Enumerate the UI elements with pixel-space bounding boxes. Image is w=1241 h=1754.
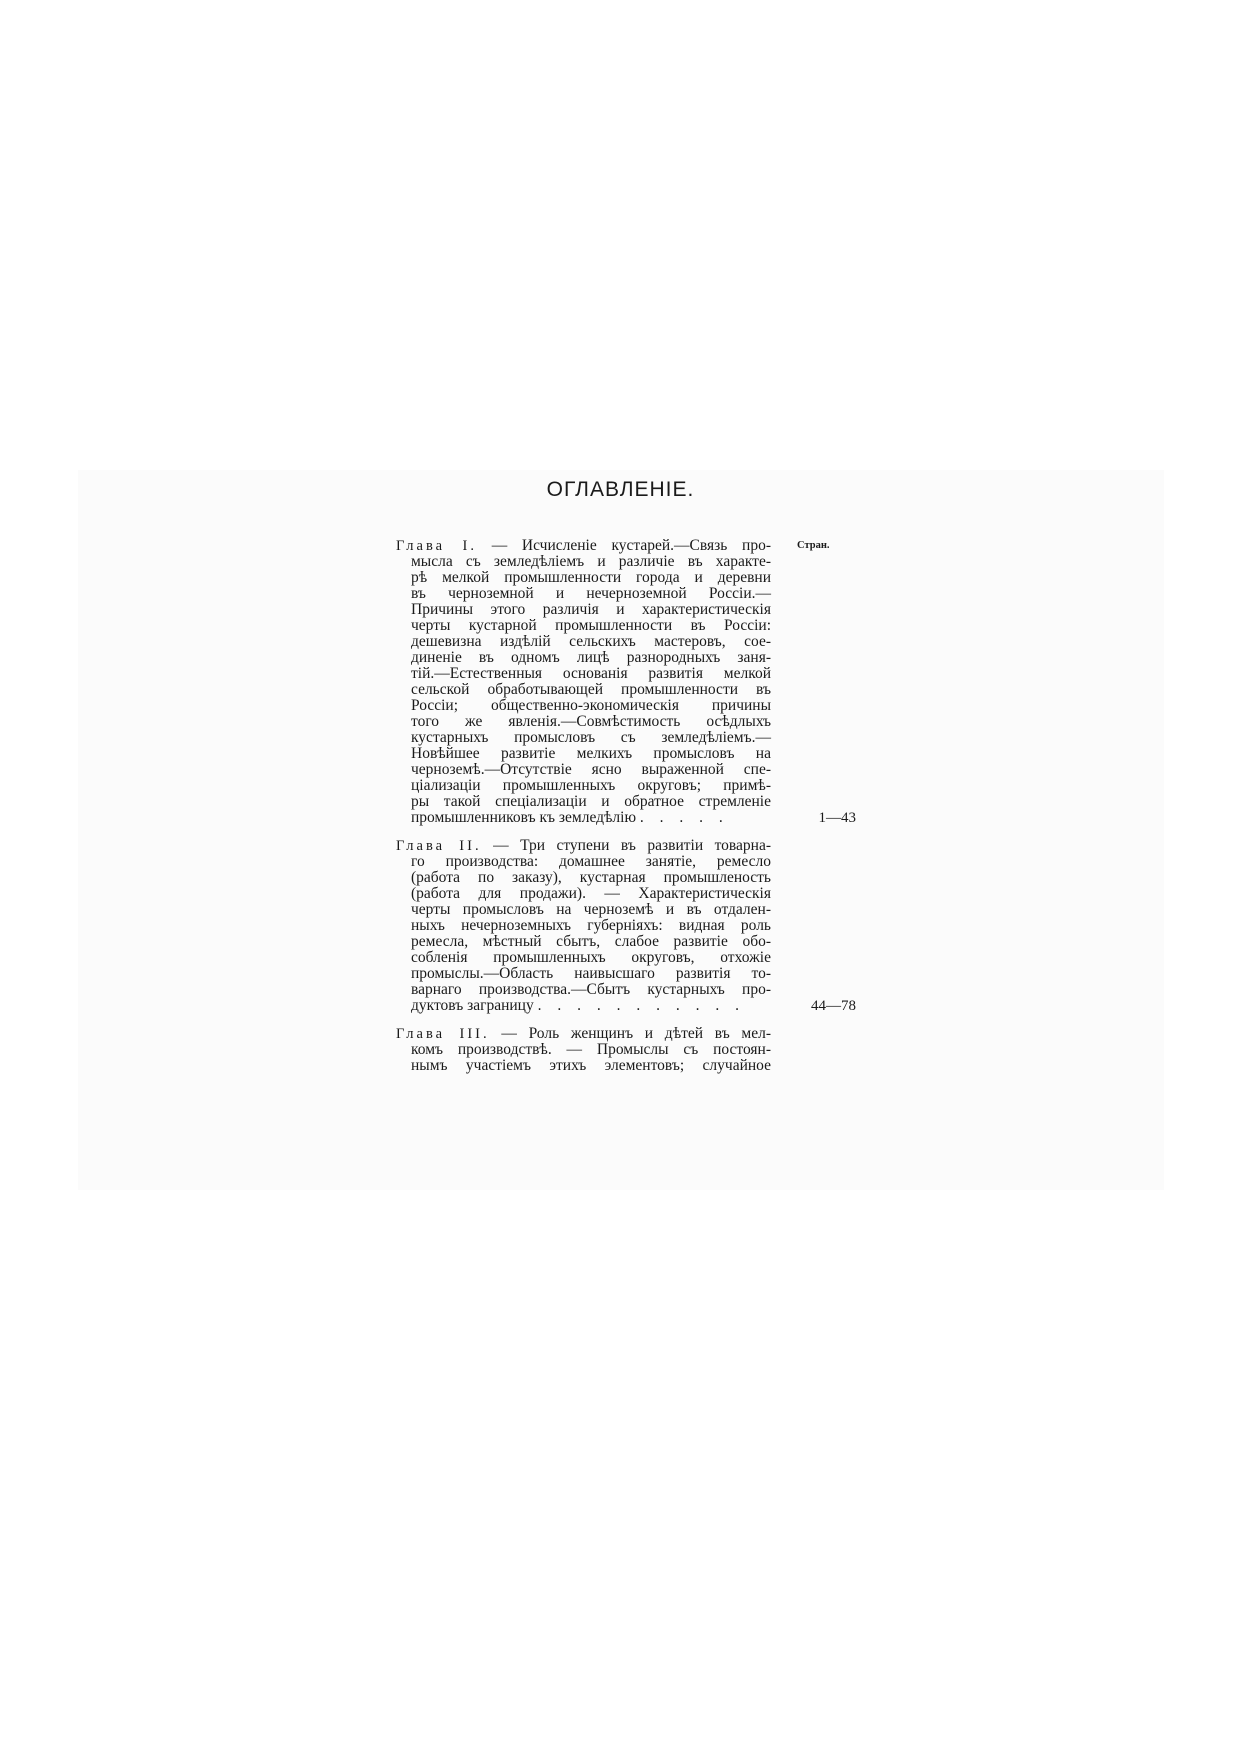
toc-line: варнаго производства.—Сбытъ кустарныхъ про- xyxy=(411,981,771,998)
toc-line: ремесла, мѣстный сбытъ, слабое развитіе обо- xyxy=(411,933,771,950)
toc-line: диненіе въ одномъ лицѣ разнородныхъ заня- xyxy=(411,649,771,666)
toc-line: ціализаціи промышленныхъ округовъ; примѣ- xyxy=(411,777,771,794)
toc-line: Россіи; общественно-экономическія причины xyxy=(411,697,771,714)
toc-line: собленія промышленныхъ округовъ, отхожіе xyxy=(411,949,771,966)
toc-line: кустарныхъ промысловъ съ земледѣліемъ.— xyxy=(411,729,771,746)
chapter-label: Глава I. xyxy=(396,538,477,554)
toc-line: Причины этого различія и характеристическія xyxy=(411,601,771,618)
toc-line: черноземѣ.—Отсутствіе ясно выраженной спе- xyxy=(411,761,771,778)
toc-line-last: дуктовъ заграницу . . . . . . . . . . . xyxy=(411,997,745,1014)
page-range: 1—43 xyxy=(818,810,856,826)
toc-line: мысла съ земледѣліемъ и различіе въ характе- xyxy=(411,553,771,570)
toc-line: ры такой спеціализаціи и обратное стремленіе xyxy=(411,793,771,810)
chapter-label: Глава III. xyxy=(396,1026,490,1042)
toc-line: сельской обработывающей промышленности въ xyxy=(411,681,771,698)
table-of-contents xyxy=(396,538,856,1086)
toc-line: черты кустарной промышленности въ Россіи: xyxy=(411,617,771,634)
toc-line: го производства: домашнее занятіе, ремесло xyxy=(411,853,771,870)
toc-entry-chapter-3 xyxy=(396,1026,856,1074)
toc-line: (работа для продажи). — Характеристическія xyxy=(411,885,771,902)
toc-line: Глава II. — Три ступени въ развитіи товарна- xyxy=(396,837,771,854)
toc-line: того же явленія.—Совмѣстимость осѣдлыхъ xyxy=(411,713,771,730)
toc-line: Глава I. — Исчисленіе кустарей.—Связь про- xyxy=(396,537,771,554)
toc-line: въ черноземной и нечерноземной Россіи.— xyxy=(411,585,771,602)
toc-line: тій.—Естественныя основанія развитія мелкой xyxy=(411,665,771,682)
toc-line-last: промышленниковъ къ земледѣлію . . . . . xyxy=(411,809,729,826)
toc-line: дешевизна издѣлій сельскихъ мастеровъ, сое- xyxy=(411,633,771,650)
toc-line: (работа по заказу), кустарная промышленость xyxy=(411,869,771,886)
toc-line: черты промысловъ на черноземѣ и въ отдален- xyxy=(411,901,771,918)
toc-line: комъ производствѣ. — Промыслы съ постоян- xyxy=(411,1041,771,1058)
toc-line: рѣ мелкой промышленности города и деревни xyxy=(411,569,771,586)
dot-leader: . . . . . . . . . . . xyxy=(537,997,745,1014)
pages-column-label: Стран. xyxy=(797,540,830,551)
toc-line: ныхъ нечерноземныхъ губерніяхъ: видная роль xyxy=(411,917,771,934)
toc-entry-chapter-1 xyxy=(396,538,856,826)
page-range: 44—78 xyxy=(811,998,856,1014)
toc-line: нымъ участіемъ этихъ элементовъ; случайное xyxy=(411,1057,771,1074)
toc-line: Глава III. — Роль женщинъ и дѣтей въ мел- xyxy=(396,1025,772,1042)
toc-line: промыслы.—Область наивысшаго развитія то- xyxy=(411,965,771,982)
toc-entry-chapter-2 xyxy=(396,838,856,1014)
chapter-label: Глава II. xyxy=(396,838,482,854)
toc-line: Новѣйшее развитіе мелкихъ промысловъ на xyxy=(411,745,771,762)
dot-leader: . . . . . xyxy=(639,809,729,826)
page-title: ОГЛАВЛЕНІЕ. xyxy=(546,478,695,501)
